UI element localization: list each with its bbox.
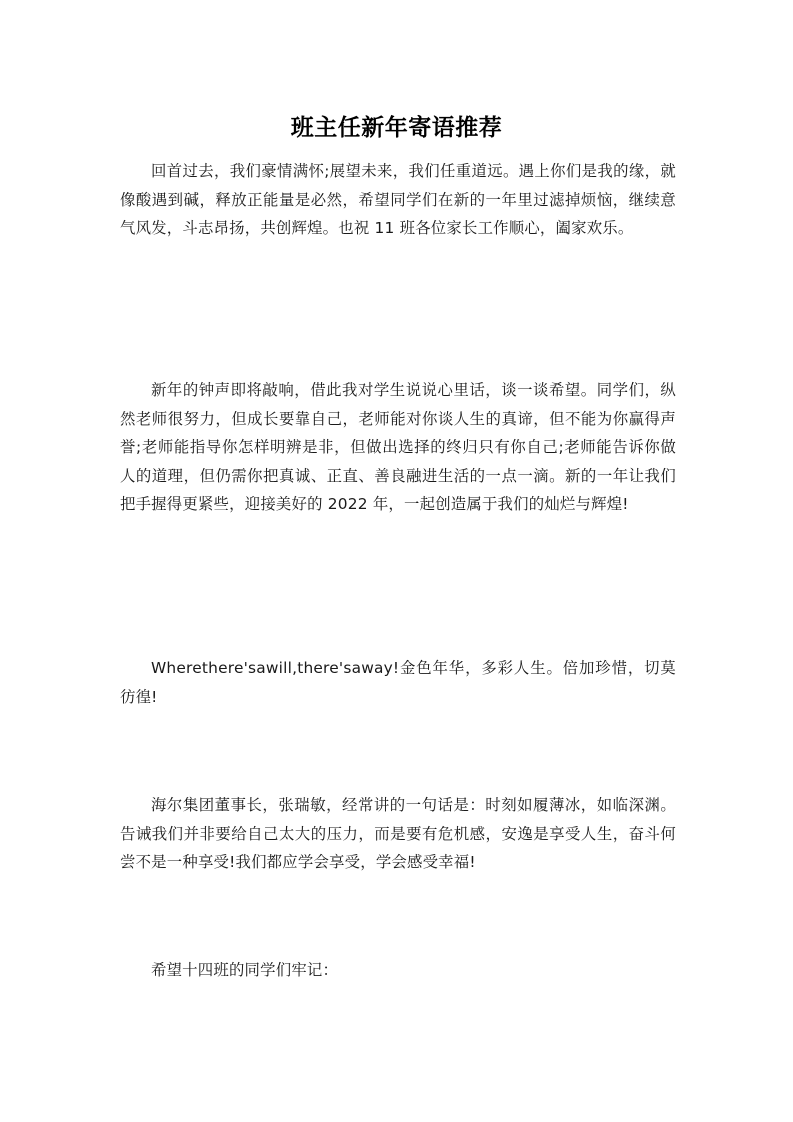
paragraph-class-fourteen: 希望十四班的同学们牢记： [151, 961, 339, 979]
paragraph-where-there-is-a-will: Wherethere'sawill,there'saway!金色年华，多彩人生。倍加珍惜，切莫彷徨! [120, 659, 676, 706]
paragraph-look-back: 回首过去，我们豪情满怀;展望未来，我们任重道远。遇上你们是我的缘，就像酸遇到碱，释放正能量是必然，希望同学们在新的一年里过滤掉烦恼，继续意气风发，斗志昂扬，共创辉煌。也祝 11 班各位家长工作顺心，阖家欢乐。 [120, 162, 676, 238]
document-title: 班主任新年寄语推荐 [290, 115, 503, 141]
paragraph-haier-quote: 海尔集团董事长，张瑞敏，经常讲的一句话是：时刻如履薄冰，如临深渊。告诫我们并非要给自己太大的压力，而是要有危机感，安逸是享受人生，奋斗何尝不是一种享受!我们都应学会享受，学会感受幸福! [120, 796, 676, 872]
paragraph-new-year-bell: 新年的钟声即将敲响，借此我对学生说说心里话，谈一谈希望。同学们，纵然老师很努力，但成长要靠自己，老师能对你谈人生的真谛，但不能为你赢得声誉;老师能指导你怎样明辨是非，但做出选择的终归只有你自己;老师能告诉你做人的道理，但仍需你把真诚、正直、善良融进生活的一点一滴。新的一年让我们把手握得更紧些，迎接美好的 2022 年，一起创造属于我们的灿烂与辉煌! [120, 381, 676, 514]
